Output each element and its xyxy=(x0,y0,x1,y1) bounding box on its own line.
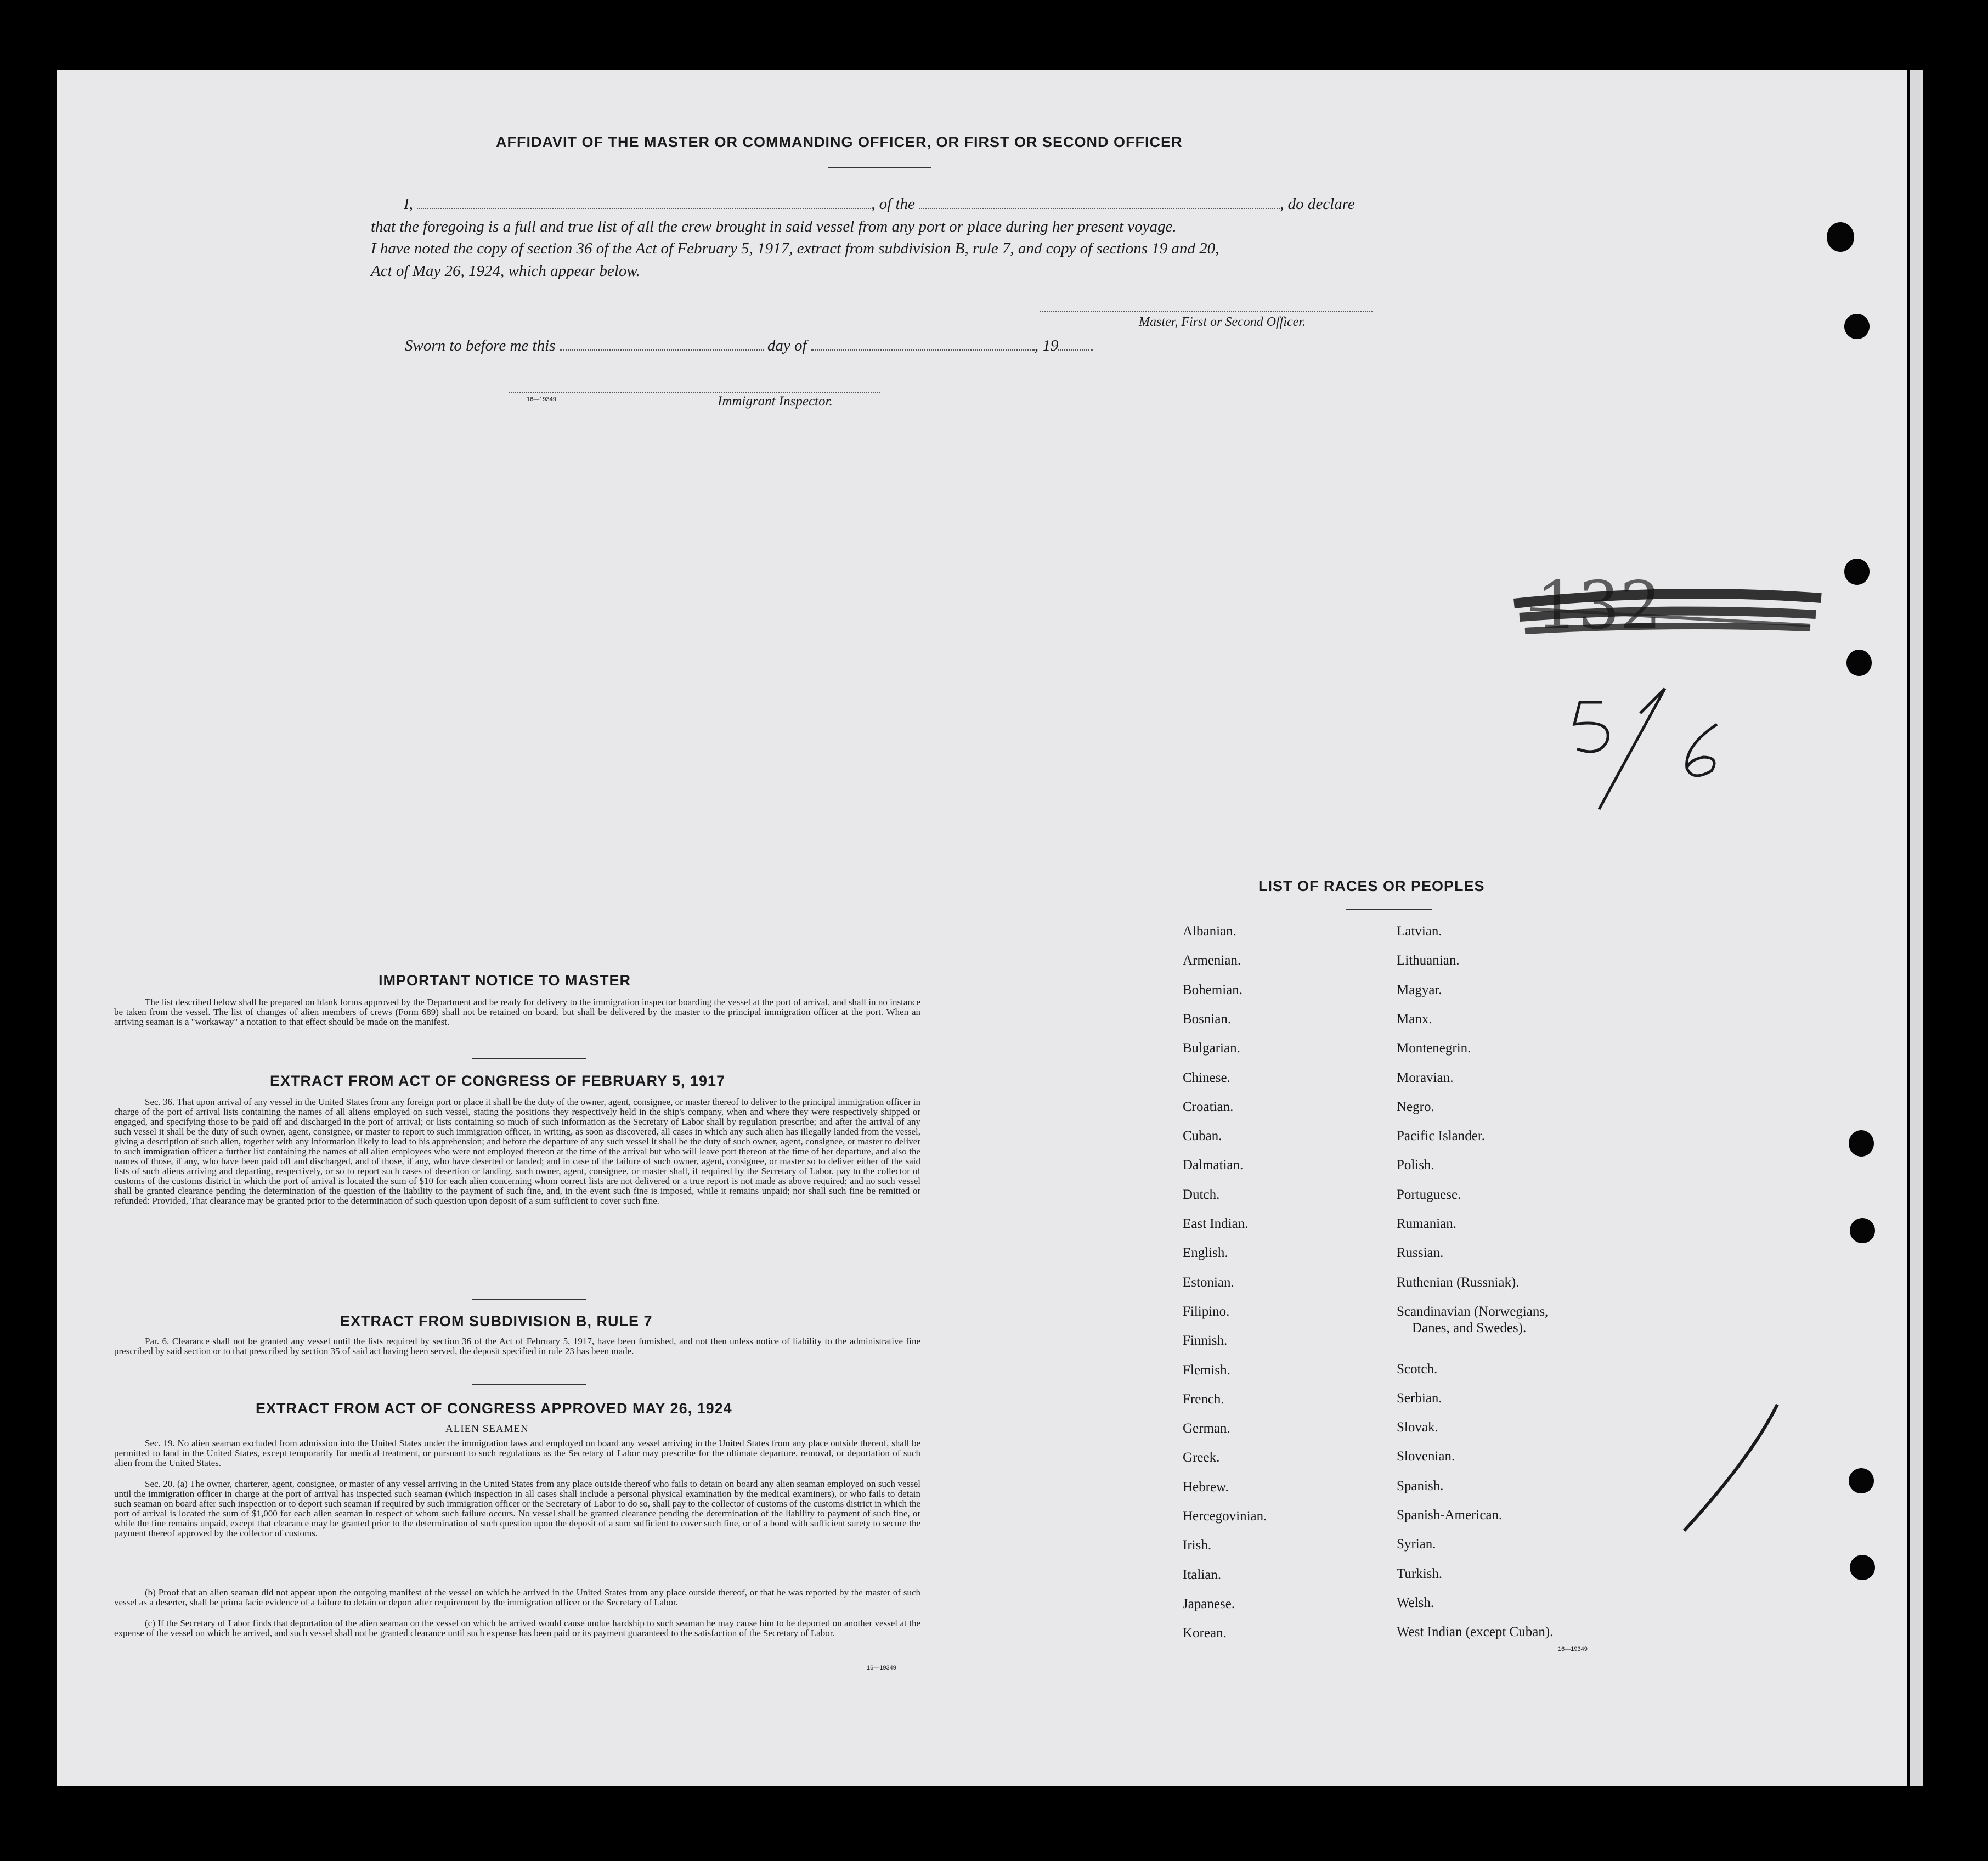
race-item: Finnish. xyxy=(1183,1333,1228,1349)
race-item: Scandinavian (Norwegians, xyxy=(1397,1304,1549,1319)
race-item: Bulgarian. xyxy=(1183,1041,1240,1056)
notice-title: IMPORTANT NOTICE TO MASTER xyxy=(379,972,631,989)
race-item: Spanish-American. xyxy=(1397,1508,1503,1522)
race-item: Flemish. xyxy=(1183,1362,1230,1378)
races-form-number: 16—19349 xyxy=(1558,1646,1588,1653)
race-item: Slovak. xyxy=(1397,1420,1438,1435)
race-item: Manx. xyxy=(1397,1011,1432,1027)
race-item: Italian. xyxy=(1183,1567,1222,1582)
handwritten-check-mark xyxy=(1673,1399,1783,1536)
binder-hole xyxy=(1850,1218,1875,1243)
affidavit-line4: Act of May 26, 1924, which appear below. xyxy=(371,262,640,280)
affidavit-line3: I have noted the copy of section 36 of the Act of February 5, 1917, extract from subdivision B, rule 7, and copy of sections 19 and 20, xyxy=(371,240,1219,257)
extract-1917-title: EXTRACT FROM ACT OF CONGRESS OF FEBRUARY 5, 1917 xyxy=(270,1073,726,1089)
sworn-year-field[interactable] xyxy=(1058,349,1093,351)
race-item: Rumanian. xyxy=(1397,1216,1457,1231)
race-item: Croatian. xyxy=(1183,1099,1234,1114)
race-item: Moravian. xyxy=(1397,1070,1454,1085)
race-item: Chinese. xyxy=(1183,1070,1230,1085)
of-the-text: , of the xyxy=(871,195,915,213)
race-item: French. xyxy=(1183,1391,1224,1407)
race-item: Slovenian. xyxy=(1397,1449,1455,1464)
race-item: Lithuanian. xyxy=(1397,953,1460,968)
race-item: Latvian. xyxy=(1397,924,1442,939)
race-item: Korean. xyxy=(1183,1626,1227,1641)
extract-rule7-rule xyxy=(472,1384,586,1385)
sworn-line xyxy=(405,337,1093,355)
extract-1924-subtitle: ALIEN SEAMEN xyxy=(445,1423,529,1435)
extract-form-number: 16—19349 xyxy=(867,1665,896,1671)
race-item: Polish. xyxy=(1397,1158,1434,1173)
extract-1924-sec20c: (c) If the Secretary of Labor finds that deportation of the alien seaman on the vessel on which he arrived would cause undue hardship to such seaman he may cause him to be deported on another vessel at the expense of the vessel on which he arrived, and such vessel shall not be granted clearance until such expense has been paid or its payment guaranteed to the satisfaction of the Secretary of Labor. xyxy=(114,1618,920,1638)
binder-hole xyxy=(1844,314,1870,339)
vessel-field[interactable] xyxy=(919,208,1280,209)
affidavit-line2: that the foregoing is a full and true list of all the crew brought in said vessel from any port or place during her present voyage. xyxy=(371,218,1177,235)
race-item: Japanese. xyxy=(1183,1596,1235,1611)
signature-line[interactable] xyxy=(1040,311,1373,312)
race-item: Spanish. xyxy=(1397,1478,1444,1493)
binder-hole xyxy=(1849,1468,1874,1493)
race-item: Dalmatian. xyxy=(1183,1158,1244,1173)
inspector-label: Immigrant Inspector. xyxy=(718,394,833,409)
race-item: Montenegrin. xyxy=(1397,1041,1471,1056)
race-item: Danes, and Swedes). xyxy=(1412,1320,1527,1335)
race-item: Scotch. xyxy=(1397,1361,1438,1377)
race-item: Bohemian. xyxy=(1183,982,1243,997)
race-item: East Indian. xyxy=(1183,1216,1249,1231)
affidavit-title: AFFIDAVIT OF THE MASTER OR COMMANDING OFFICER, OR FIRST OR SECOND OFFICER xyxy=(496,134,1183,150)
extract-1924-sec20a: Sec. 20. (a) The owner, charterer, agent, consignee, or master of any vessel arriving in the United States from any place outside thereof who fails to detain on board any alien seaman employed on such vessel until the immigration officer in charge at the port of arrival has inspected such seaman (which inspection in all cases shall include a personal physical examination by the medical examiners), or who fails to detain such seaman on board after such inspection or to deport such seaman if required by such immigration officer or the Secretary of Labor to do so, shall pay to the collector of customs of the customs district in which the port of arrival is located the sum of $1,000 for each alien seaman in respect of whom such failure occurs. No vessel shall be granted clearance pending the determination of the liability to payment of such fine, or while the fine remains unpaid, except that clearance may be granted prior to the determination of such question upon the deposit of a sum sufficient to cover such fine, or of a bond with sufficient surety to secure the payment thereof approved by the collector of customs. xyxy=(114,1479,920,1538)
binder-hole xyxy=(1846,650,1872,676)
race-item: Magyar. xyxy=(1397,982,1442,997)
notice-rule xyxy=(472,1058,586,1059)
binder-hole xyxy=(1849,1130,1874,1157)
race-item: Greek. xyxy=(1183,1450,1220,1465)
extract-1924-title: EXTRACT FROM ACT OF CONGRESS APPROVED MAY 26, 1924 xyxy=(256,1400,732,1417)
extract-1917-text: Sec. 36. That upon arrival of any vessel in the United States from any foreign port or place it shall be the duty of the owner, agent, consignee, or master thereof to deliver to the principal immigration officer in charge of the port of arrival lists containing the names of all aliens employed on such vessel, stating the positions they respectively held in the ship's company, when and where they were respectively shipped or engaged, and specifying those to be paid off and discharged in the port of arrival; or lists containing so much of such information as the Secretary of Labor shall by regulation prescribe; and after the arrival of any such vessel it shall be the duty of such owner, agent, consignee, or master to report to such immigration officer, in writing, as soon as discovered, all cases in which any such alien has illegally landed from the vessel, giving a description of such alien, together with any information likely to lead to his apprehension; and before the departure of any such vessel it shall be the duty of such owner, agent, consignee, or master to deliver to such immigration officer a further list containing the names of all alien employees who were not employed thereon at the time of the arrival but who will leave port thereon at the time of her departure, and also the names of those, if any, who have been paid off and discharged, and of those, if any, who have deserted or landed; and in case of the failure of such owner, agent, consignee, or master so to deliver either of the said lists of such aliens arriving and departing, respectively, or so to report such cases of desertion or landing, such owner, agent, consignee, or master shall, if required by the Secretary of Labor, pay to the collector of customs of the customs district in which the port of arrival is located the sum of $10 for each alien concerning whom correct lists are not delivered or a true report is not made as above required; and no such vessel shall be granted clearance pending the determination of the question of the liability to the payment of such fine, and, in the event such fine is imposed, while it remains unpaid; nor shall such fine be remitted or refunded: Provided, That clearance may be granted prior to the determination of such question upon deposit of a sum sufficient to cover such fine. xyxy=(114,1097,920,1206)
sworn-month-field[interactable] xyxy=(811,349,1035,351)
race-item: Estonian. xyxy=(1183,1274,1234,1290)
race-item: German. xyxy=(1183,1421,1230,1436)
page-edge xyxy=(1910,70,1923,1786)
affidavit-line1 xyxy=(404,195,1355,213)
word-i: I, xyxy=(404,195,413,213)
race-item: Hercegovinian. xyxy=(1183,1509,1267,1524)
race-item: Bosnian. xyxy=(1183,1011,1232,1027)
race-item: Ruthenian (Russniak). xyxy=(1397,1274,1520,1290)
race-item: English. xyxy=(1183,1245,1228,1261)
handwritten-crossed-number xyxy=(1503,565,1832,653)
handwritten-page-number xyxy=(1569,680,1766,817)
races-title-rule xyxy=(1346,909,1432,910)
inspector-signature-line[interactable] xyxy=(509,392,880,393)
race-item: Irish. xyxy=(1183,1538,1212,1553)
race-item: Turkish. xyxy=(1397,1566,1443,1581)
binder-hole xyxy=(1827,222,1854,252)
race-item: West Indian (except Cuban). xyxy=(1397,1625,1554,1640)
affidavit-form-number: 16—19349 xyxy=(527,396,556,403)
do-declare-text: , do declare xyxy=(1280,195,1355,213)
race-item: Russian. xyxy=(1397,1245,1444,1261)
binder-hole xyxy=(1850,1555,1875,1580)
race-item: Serbian. xyxy=(1397,1390,1442,1406)
name-field[interactable] xyxy=(417,208,871,209)
race-item: Pacific Islander. xyxy=(1397,1129,1486,1144)
race-item: Albanian. xyxy=(1183,924,1236,939)
race-item: Portuguese. xyxy=(1397,1187,1461,1202)
race-item: Syrian. xyxy=(1397,1537,1436,1552)
extract-rule7-text: Par. 6. Clearance shall not be granted any vessel until the lists required by section 36 of the Act of February 5, 1917, have been furnished, and not then unless notice of liability to the administrative fine prescribed by said section or to that prescribed by section 35 of said act having been served, the deposit specified in rule 23 has been made. xyxy=(114,1336,920,1356)
signature-label: Master, First or Second Officer. xyxy=(1139,315,1306,329)
races-title: LIST OF RACES OR PEOPLES xyxy=(1258,878,1485,894)
notice-text: The list described below shall be prepared on blank forms approved by the Department and be ready for delivery to the immigration inspector boarding the vessel at the port of arrival, and shall in no instance be taken from the vessel. The list of changes of alien members of crews (Form 689) shall not be retained on board, but shall be delivered by the master to the principal immigration officer at the port. When an arriving seaman is a "workaway" a notation to that effect should be made on the manifest. xyxy=(114,997,920,1027)
race-item: Negro. xyxy=(1397,1099,1434,1114)
binder-hole xyxy=(1844,559,1870,585)
race-item: Welsh. xyxy=(1397,1595,1434,1610)
extract-1917-rule xyxy=(472,1299,586,1300)
extract-1924-sec20b: (b) Proof that an alien seaman did not appear upon the outgoing manifest of the vessel on which he arrived in the United States from any place outside thereof, or that he was reported by the master of such vessel as a deserter, shall be prima facie evidence of a failure to detain or deport after requirement by the immigration officer or the Secretary of Labor. xyxy=(114,1587,920,1608)
extract-rule7-title: EXTRACT FROM SUBDIVISION B, RULE 7 xyxy=(340,1313,653,1329)
sworn-day-field[interactable] xyxy=(560,349,764,351)
affidavit-title-rule xyxy=(828,167,931,168)
crossed-number-text: 132 xyxy=(1536,568,1662,644)
extract-1924-sec19: Sec. 19. No alien seaman excluded from admission into the United States under the immigration laws and employed on board any vessel arriving in the United States from any place outside thereof, shall be permitted to land in the United States, except temporarily for medical treatment, or pursuant to such regulations as the Secretary of Labor may prescribe for the ultimate departure, removal, or deportation of such alien from the United States. xyxy=(114,1438,920,1468)
sworn-prefix: Sworn to before me this xyxy=(405,337,556,354)
race-item: Hebrew. xyxy=(1183,1479,1229,1495)
race-item: Dutch. xyxy=(1183,1187,1220,1202)
day-of-text: day of xyxy=(767,337,807,354)
race-item: Filipino. xyxy=(1183,1304,1230,1319)
year-prefix: , 19 xyxy=(1034,337,1059,354)
race-item: Cuban. xyxy=(1183,1129,1222,1144)
race-item: Armenian. xyxy=(1183,953,1241,968)
